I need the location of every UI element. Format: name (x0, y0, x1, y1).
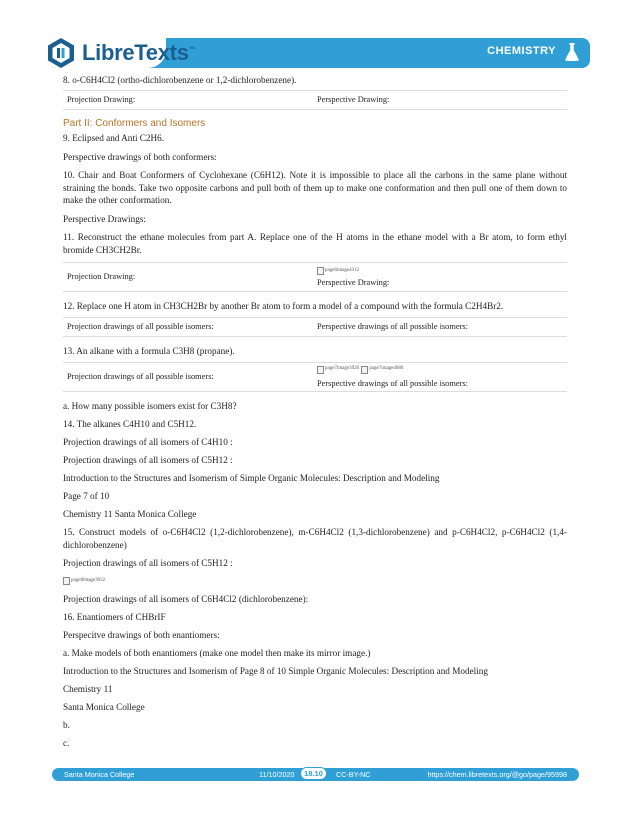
item-16-perspective: Perspecitve drawings of both enantiomers: (63, 630, 220, 640)
broken-image: page7image4080 (361, 363, 403, 376)
broken-image: page8image3032 (63, 575, 567, 589)
flask-icon (564, 42, 580, 62)
footer-url-link[interactable]: https://chem.libretexts.org/@go/page/95998 (427, 770, 567, 779)
footer-institution: Santa Monica College (64, 770, 135, 779)
item-9-perspective: Perspective drawings of both conformers: (63, 152, 217, 162)
table-cell: Perspective Drawing: (317, 94, 390, 104)
table-cell: Projection drawings of all possible isomers: (67, 371, 214, 381)
item-15: 15. Construct models of o-C6H4Cl2 (1,2-dichlorobenzene), m-C6H4Cl2 (1,3-dichlorobenzene) and p-C6H4Cl2, p-C6H4Cl2 (1,4-dichlorobenzene) (63, 527, 567, 550)
table-cell: Projection drawings of all possible isomers: (67, 321, 214, 331)
table-cell: Perspective drawings of all possible isomers: (317, 321, 468, 331)
logo-text: LibreTexts™ (82, 40, 196, 65)
item-14-c4h10: Projection drawings of all isomers of C4H10 : (63, 437, 233, 447)
course-line: Chemistry 11 (63, 684, 113, 694)
table-cell: Projection Drawing: (67, 94, 136, 104)
broken-image: page7image3926 (317, 363, 359, 376)
item-13: 13. An alkane with a formula C3H8 (propane). (63, 346, 235, 356)
item-16: 16. Enantiomers of CHBrIF (63, 612, 166, 622)
broken-image: page6image4312 (317, 265, 359, 278)
item-12: 12. Replace one H atom in CH3CH2Br by another Br atom to form a model of a compound with the formula C2H4Br2. (63, 301, 504, 311)
course-line: Chemistry 11 Santa Monica College (63, 509, 197, 519)
footer-date: 11/10/2020 (259, 770, 295, 779)
item-16a: a. Make models of both enantiomers (make one model then make its mirror image.) (63, 648, 371, 658)
subject-label[interactable]: CHEMISTRY (487, 45, 556, 57)
libretexts-hex-icon (46, 37, 76, 69)
item-10: 10. Chair and Boat Conformers of Cyclohexane (C6H12). Note it is impossible to place all the carbons in the same plane without straining the bonds. Take two opposite carbons and pull both of them up to make one conformation and then pull one of them down to make the other conformation. (63, 170, 567, 205)
broken-image-icon (361, 366, 368, 374)
intro-line: Introduction to the Structures and Isomerism of Page 8 of 10 Simple Organic Molecules: Description and Modeling (63, 666, 488, 676)
item-11: 11. Reconstruct the ethane molecules from part A. Replace one of the H atoms in the ethane model with a Br atom, to form ethyl bromide CH3CH2Br. (63, 232, 567, 255)
broken-image-icon (317, 366, 324, 374)
table-isomers-1 (63, 317, 567, 337)
item-16c: c. (63, 738, 70, 748)
item-13a: a. How many possible isomers exist for C3H8? (63, 401, 237, 411)
page-header (40, 34, 590, 70)
item-16b: b. (63, 720, 70, 730)
item-14-c5h12: Projection drawings of all isomers of C5H12 : (63, 455, 233, 465)
item-15-c6h4cl2: Projection drawings of all isomers of C6H4Cl2 (dichlorobenzene): (63, 594, 309, 604)
table-cell: page6image4312 Perspective Drawing: (315, 263, 567, 291)
broken-image-icon (317, 267, 324, 275)
item-10-perspective: Perspective Drawings: (63, 214, 146, 224)
item-9: 9. Eclipsed and Anti C2H6. (63, 133, 165, 143)
intro-line: Introduction to the Structures and Isomerism of Simple Organic Molecules: Description and Modeling (63, 473, 440, 483)
table-isomers-2 (63, 362, 567, 392)
broken-image-icon (63, 577, 70, 585)
page-number: Page 7 of 10 (63, 491, 110, 501)
page-footer (52, 768, 579, 781)
footer-page-badge: 18.10 (300, 767, 327, 780)
item-14: 14. The alkanes C4H10 and C5H12. (63, 419, 197, 429)
item-8: 8. o-C6H4Cl2 (ortho-dichlorobenzene or 1,2-dichlorobenzene). (63, 75, 297, 85)
table-projection-perspective-2 (63, 262, 567, 292)
table-cell: page7image3926 page7image4080 Perspective drawings of all possible isomers: (315, 363, 567, 391)
item-15-c5h12: Projection drawings of all isomers of C5H12 : (63, 558, 233, 568)
footer-license[interactable]: CC-BY-NC (336, 770, 371, 779)
table-projection-perspective-1 (63, 90, 567, 110)
libretexts-logo[interactable] (46, 36, 195, 70)
section-heading-part-2: Part II: Conformers and Isomers (63, 118, 206, 129)
college-line: Santa Monica College (63, 702, 145, 712)
table-cell: Projection Drawing: (67, 271, 136, 281)
